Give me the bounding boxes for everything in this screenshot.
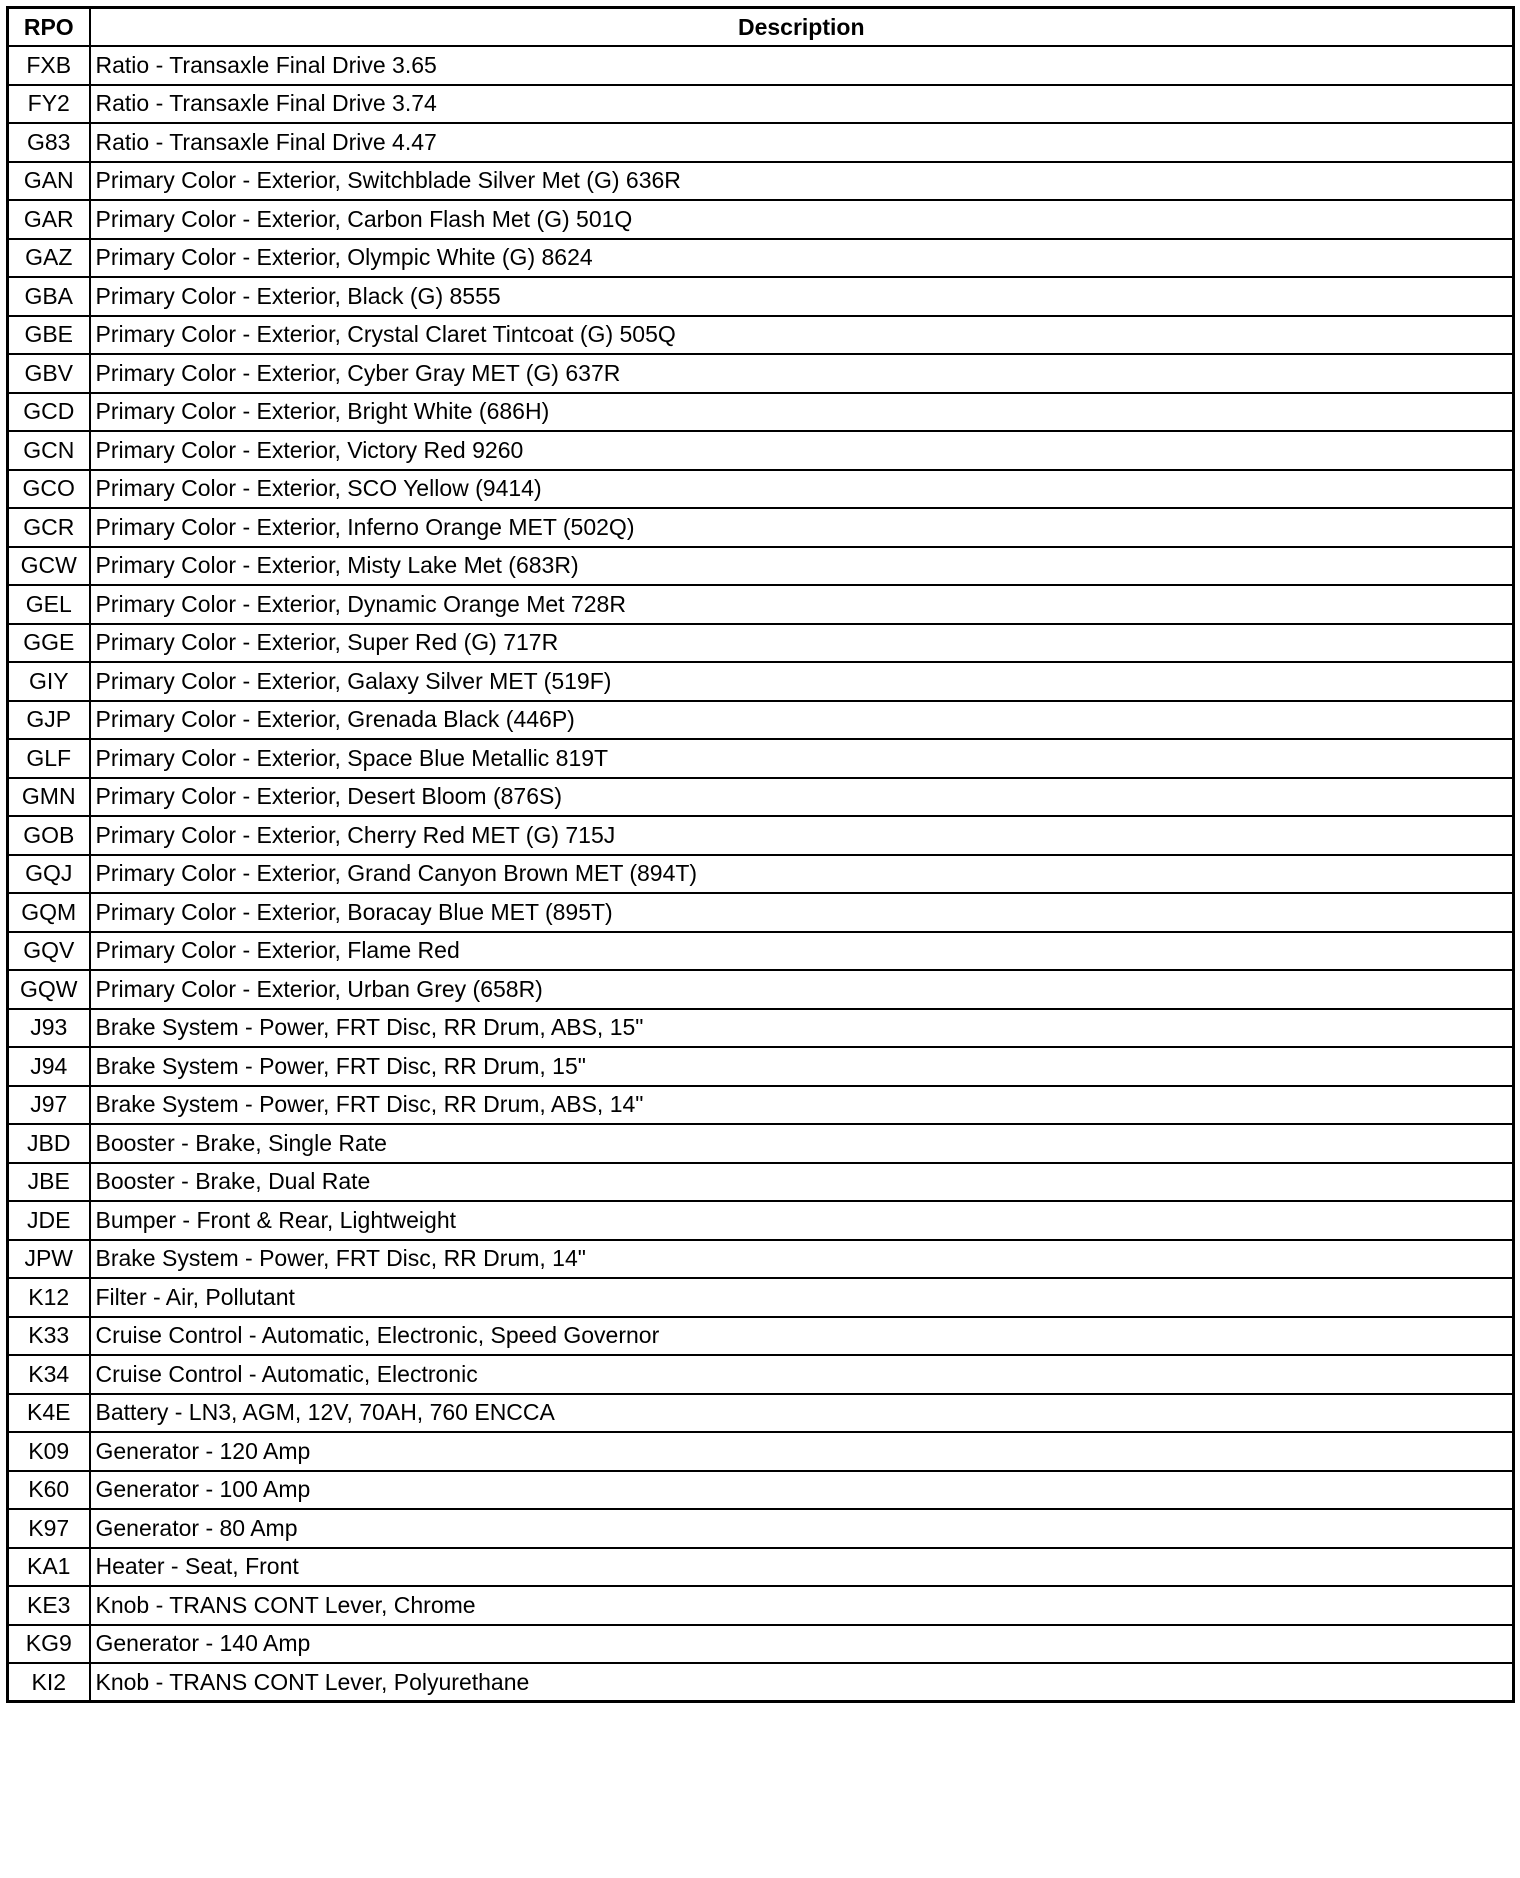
- rpo-code-cell: GLF: [8, 739, 90, 778]
- table-row: [8, 1432, 1514, 1471]
- rpo-code-cell: GBE: [8, 316, 90, 355]
- rpo-code-cell: JBE: [8, 1163, 90, 1202]
- table-row: [8, 1471, 1514, 1510]
- table-row: [8, 1509, 1514, 1548]
- table-row: [8, 354, 1514, 393]
- table-row: [8, 662, 1514, 701]
- description-cell: Primary Color - Exterior, Urban Grey (658R): [90, 970, 1514, 1009]
- rpo-code-cell: GOB: [8, 816, 90, 855]
- description-cell: Ratio - Transaxle Final Drive 3.65: [90, 46, 1514, 85]
- table-row: [8, 1355, 1514, 1394]
- table-row: [8, 1278, 1514, 1317]
- table-row: [8, 316, 1514, 355]
- table-row: [8, 932, 1514, 971]
- description-cell: Primary Color - Exterior, Cyber Gray MET (G) 637R: [90, 354, 1514, 393]
- table-row: [8, 778, 1514, 817]
- description-cell: Ratio - Transaxle Final Drive 3.74: [90, 85, 1514, 124]
- rpo-code-cell: K60: [8, 1471, 90, 1510]
- table-row: [8, 200, 1514, 239]
- description-cell: Primary Color - Exterior, Grenada Black (446P): [90, 701, 1514, 740]
- description-cell: Primary Color - Exterior, Super Red (G) 717R: [90, 624, 1514, 663]
- table-row: [8, 739, 1514, 778]
- table-row: [8, 1240, 1514, 1279]
- description-cell: Booster - Brake, Dual Rate: [90, 1163, 1514, 1202]
- description-cell: Knob - TRANS CONT Lever, Polyurethane: [90, 1663, 1514, 1702]
- description-cell: Primary Color - Exterior, Carbon Flash Met (G) 501Q: [90, 200, 1514, 239]
- table-row: [8, 393, 1514, 432]
- rpo-code-cell: KA1: [8, 1548, 90, 1587]
- description-cell: Generator - 120 Amp: [90, 1432, 1514, 1471]
- rpo-code-cell: JDE: [8, 1201, 90, 1240]
- table-row: [8, 1548, 1514, 1587]
- rpo-code-cell: GAZ: [8, 239, 90, 278]
- table-row: [8, 162, 1514, 201]
- table-row: [8, 1124, 1514, 1163]
- description-cell: Primary Color - Exterior, Boracay Blue MET (895T): [90, 893, 1514, 932]
- description-cell: Primary Color - Exterior, Bright White (686H): [90, 393, 1514, 432]
- rpo-code-cell: GJP: [8, 701, 90, 740]
- rpo-code-cell: K4E: [8, 1394, 90, 1433]
- description-cell: Primary Color - Exterior, Misty Lake Met (683R): [90, 547, 1514, 586]
- rpo-code-cell: K34: [8, 1355, 90, 1394]
- table-row: [8, 893, 1514, 932]
- rpo-code-cell: GQM: [8, 893, 90, 932]
- rpo-code-cell: JBD: [8, 1124, 90, 1163]
- description-cell: Primary Color - Exterior, Black (G) 8555: [90, 277, 1514, 316]
- description-cell: Primary Color - Exterior, Desert Bloom (876S): [90, 778, 1514, 817]
- rpo-code-cell: GCR: [8, 508, 90, 547]
- table-row: [8, 1201, 1514, 1240]
- rpo-code-cell: GQW: [8, 970, 90, 1009]
- rpo-code-cell: JPW: [8, 1240, 90, 1279]
- table-row: [8, 470, 1514, 509]
- rpo-code-cell: K09: [8, 1432, 90, 1471]
- table-row: [8, 701, 1514, 740]
- description-cell: Bumper - Front & Rear, Lightweight: [90, 1201, 1514, 1240]
- rpo-code-cell: GIY: [8, 662, 90, 701]
- description-cell: Filter - Air, Pollutant: [90, 1278, 1514, 1317]
- table-row: [8, 85, 1514, 124]
- table-row: [8, 1086, 1514, 1125]
- table-row: [8, 624, 1514, 663]
- description-cell: Primary Color - Exterior, Flame Red: [90, 932, 1514, 971]
- rpo-code-cell: KE3: [8, 1586, 90, 1625]
- rpo-code-cell: GCD: [8, 393, 90, 432]
- description-column-header: Description: [90, 8, 1514, 47]
- description-cell: Battery - LN3, AGM, 12V, 70AH, 760 ENCCA: [90, 1394, 1514, 1433]
- table-row: [8, 1663, 1514, 1702]
- rpo-code-cell: FY2: [8, 85, 90, 124]
- description-cell: Primary Color - Exterior, Victory Red 9260: [90, 431, 1514, 470]
- description-cell: Primary Color - Exterior, Galaxy Silver MET (519F): [90, 662, 1514, 701]
- table-row: [8, 123, 1514, 162]
- rpo-code-cell: GBA: [8, 277, 90, 316]
- rpo-code-cell: GCN: [8, 431, 90, 470]
- rpo-code-cell: GAN: [8, 162, 90, 201]
- description-cell: Primary Color - Exterior, Switchblade Silver Met (G) 636R: [90, 162, 1514, 201]
- description-cell: Generator - 140 Amp: [90, 1625, 1514, 1664]
- description-cell: Brake System - Power, FRT Disc, RR Drum, ABS, 15": [90, 1009, 1514, 1048]
- description-cell: Brake System - Power, FRT Disc, RR Drum, 14": [90, 1240, 1514, 1279]
- table-row: [8, 970, 1514, 1009]
- description-cell: Heater - Seat, Front: [90, 1548, 1514, 1587]
- description-cell: Primary Color - Exterior, Cherry Red MET (G) 715J: [90, 816, 1514, 855]
- description-cell: Primary Color - Exterior, Space Blue Metallic 819T: [90, 739, 1514, 778]
- description-cell: Generator - 100 Amp: [90, 1471, 1514, 1510]
- rpo-code-cell: GMN: [8, 778, 90, 817]
- description-cell: Primary Color - Exterior, Dynamic Orange Met 728R: [90, 585, 1514, 624]
- rpo-code-cell: G83: [8, 123, 90, 162]
- rpo-code-cell: GCW: [8, 547, 90, 586]
- table-row: [8, 585, 1514, 624]
- rpo-code-cell: K97: [8, 1509, 90, 1548]
- rpo-code-cell: KG9: [8, 1625, 90, 1664]
- table-row: [8, 1047, 1514, 1086]
- description-cell: Ratio - Transaxle Final Drive 4.47: [90, 123, 1514, 162]
- description-cell: Primary Color - Exterior, Inferno Orange MET (502Q): [90, 508, 1514, 547]
- rpo-code-cell: GAR: [8, 200, 90, 239]
- table-row: [8, 431, 1514, 470]
- description-cell: Brake System - Power, FRT Disc, RR Drum, ABS, 14": [90, 1086, 1514, 1125]
- rpo-table: [6, 6, 1515, 1703]
- table-row: [8, 508, 1514, 547]
- table-row: [8, 855, 1514, 894]
- rpo-code-cell: KI2: [8, 1663, 90, 1702]
- description-cell: Booster - Brake, Single Rate: [90, 1124, 1514, 1163]
- rpo-code-cell: GCO: [8, 470, 90, 509]
- table-row: [8, 277, 1514, 316]
- rpo-code-cell: GQJ: [8, 855, 90, 894]
- description-cell: Generator - 80 Amp: [90, 1509, 1514, 1548]
- table-row: [8, 1009, 1514, 1048]
- table-row: [8, 46, 1514, 85]
- table-row: [8, 1394, 1514, 1433]
- table-row: [8, 816, 1514, 855]
- description-cell: Primary Color - Exterior, Olympic White (G) 8624: [90, 239, 1514, 278]
- description-cell: Cruise Control - Automatic, Electronic: [90, 1355, 1514, 1394]
- rpo-code-cell: FXB: [8, 46, 90, 85]
- table-row: [8, 1586, 1514, 1625]
- rpo-code-cell: J97: [8, 1086, 90, 1125]
- rpo-code-cell: GEL: [8, 585, 90, 624]
- description-cell: Primary Color - Exterior, Crystal Claret Tintcoat (G) 505Q: [90, 316, 1514, 355]
- rpo-code-cell: K12: [8, 1278, 90, 1317]
- rpo-code-cell: GQV: [8, 932, 90, 971]
- rpo-code-cell: GBV: [8, 354, 90, 393]
- rpo-table-container: [6, 6, 1512, 1703]
- table-row: [8, 1625, 1514, 1664]
- rpo-column-header: RPO: [8, 8, 90, 47]
- rpo-code-cell: J94: [8, 1047, 90, 1086]
- table-row: [8, 239, 1514, 278]
- table-header-row: [8, 8, 1514, 47]
- table-row: [8, 1317, 1514, 1356]
- description-cell: Primary Color - Exterior, Grand Canyon Brown MET (894T): [90, 855, 1514, 894]
- description-cell: Brake System - Power, FRT Disc, RR Drum, 15": [90, 1047, 1514, 1086]
- table-row: [8, 547, 1514, 586]
- table-body: [8, 46, 1514, 1702]
- description-cell: Knob - TRANS CONT Lever, Chrome: [90, 1586, 1514, 1625]
- table-row: [8, 1163, 1514, 1202]
- description-cell: Primary Color - Exterior, SCO Yellow (9414): [90, 470, 1514, 509]
- rpo-code-cell: K33: [8, 1317, 90, 1356]
- description-cell: Cruise Control - Automatic, Electronic, Speed Governor: [90, 1317, 1514, 1356]
- rpo-code-cell: GGE: [8, 624, 90, 663]
- rpo-code-cell: J93: [8, 1009, 90, 1048]
